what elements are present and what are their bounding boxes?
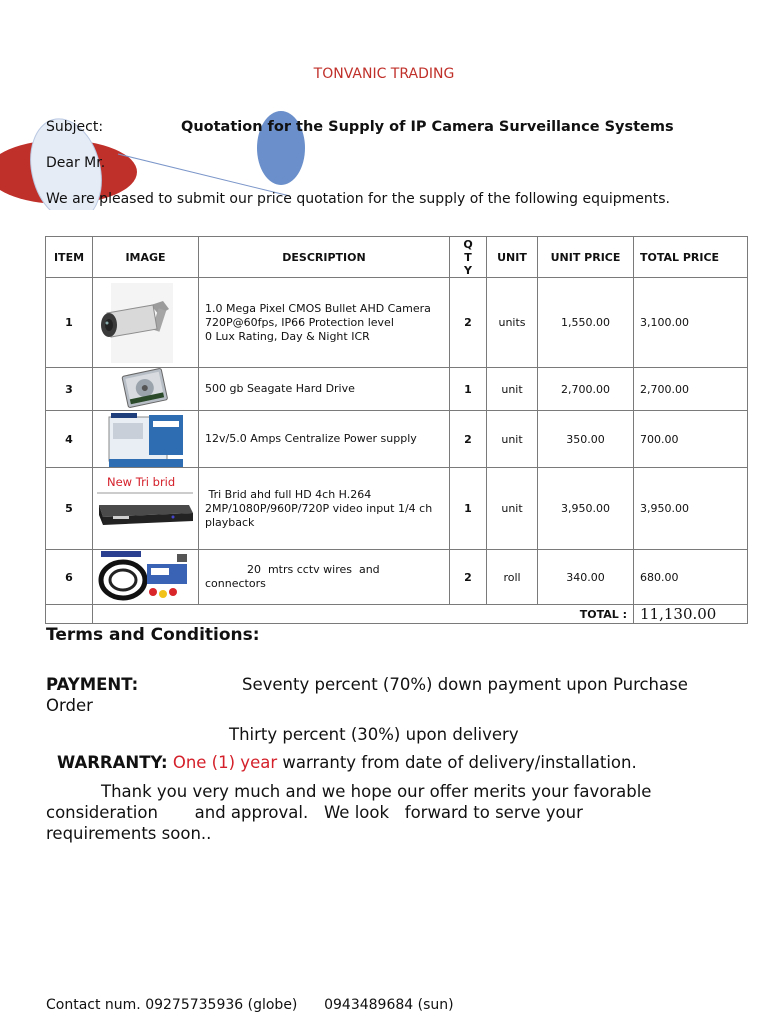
row-description bbox=[199, 411, 450, 468]
subject-text: Quotation for the Supply of IP Camera Surveillance Systems bbox=[181, 119, 674, 135]
table-header-row bbox=[46, 237, 748, 278]
row-item: 5 bbox=[46, 468, 93, 550]
cctv-cable-icon bbox=[93, 550, 197, 604]
dvr-image bbox=[93, 469, 197, 549]
header-qty-y: Y bbox=[464, 263, 472, 277]
description-line: 2MP/1080P/960P/720P video input 1/4 ch bbox=[205, 501, 433, 515]
warranty-label: WARRANTY: bbox=[57, 753, 168, 772]
row-unit: units bbox=[487, 278, 538, 368]
row-item: 3 bbox=[46, 368, 93, 411]
row-image bbox=[93, 468, 199, 550]
row-item: 4 bbox=[46, 411, 93, 468]
row-total-price: 3,950.00 bbox=[634, 468, 748, 550]
header-description: DESCRIPTION bbox=[199, 237, 450, 278]
row-image bbox=[93, 278, 199, 368]
row-description bbox=[199, 468, 450, 550]
header-image: IMAGE bbox=[93, 237, 199, 278]
header-unit: UNIT bbox=[487, 237, 538, 278]
description-line: 0 Lux Rating, Day & Night ICR bbox=[205, 329, 370, 343]
table-row bbox=[46, 468, 748, 550]
hard-drive-icon bbox=[93, 368, 197, 410]
row-unit-price: 340.00 bbox=[538, 550, 634, 605]
warranty-text: warranty from date of delivery/installation. bbox=[277, 753, 637, 772]
row-unit: roll bbox=[487, 550, 538, 605]
header-qty-q: Q bbox=[463, 237, 473, 251]
thanks-line-3: requirements soon.. bbox=[46, 824, 212, 843]
row-unit-price: 2,700.00 bbox=[538, 368, 634, 411]
total-row-blank bbox=[46, 605, 93, 624]
row-unit: unit bbox=[487, 368, 538, 411]
payment-text: Seventy percent (70%) down payment upon Purchase bbox=[242, 675, 688, 694]
thanks-line-2: consideration and approval. We look forward to serve your bbox=[46, 803, 583, 822]
dvr-caption: New Tri brid bbox=[107, 474, 176, 489]
cable-image bbox=[93, 550, 197, 604]
header-total-price: TOTAL PRICE bbox=[634, 237, 748, 278]
table-row bbox=[46, 368, 748, 411]
payment-text-2: Thirty percent (30%) upon delivery bbox=[229, 725, 519, 744]
description-line: 20 mtrs cctv wires and bbox=[205, 563, 380, 576]
description-line: connectors bbox=[205, 577, 266, 590]
row-image bbox=[93, 550, 199, 605]
quotation-table bbox=[45, 236, 748, 624]
payment-text-continued: Order bbox=[46, 696, 93, 715]
row-unit-price: 1,550.00 bbox=[538, 278, 634, 368]
row-description bbox=[199, 278, 450, 368]
total-label: TOTAL : bbox=[93, 605, 634, 624]
power-supply-icon bbox=[93, 411, 197, 467]
description-line: 12v/5.0 Amps Centralize Power supply bbox=[205, 432, 417, 445]
header-unit-price: UNIT PRICE bbox=[538, 237, 634, 278]
row-image bbox=[93, 368, 199, 411]
row-qty: 1 bbox=[450, 468, 487, 550]
subject-label: Subject: bbox=[46, 119, 104, 135]
header-qty bbox=[450, 237, 487, 278]
row-unit-price: 350.00 bbox=[538, 411, 634, 468]
table-row bbox=[46, 550, 748, 605]
row-qty: 1 bbox=[450, 368, 487, 411]
intro-paragraph: We are pleased to submit our price quotation for the supply of the following equipments. bbox=[46, 191, 670, 207]
hard-drive-image bbox=[93, 368, 197, 410]
total-value: 11,130.00 bbox=[634, 605, 748, 624]
row-item: 1 bbox=[46, 278, 93, 368]
contact-numbers: Contact num. 09275735936 (globe) 0943489684 (sun) bbox=[46, 997, 454, 1013]
description-line: Tri Brid ahd full HD 4ch H.264 bbox=[205, 487, 372, 501]
row-qty: 2 bbox=[450, 550, 487, 605]
payment-label: PAYMENT: bbox=[46, 675, 139, 694]
row-description bbox=[199, 550, 450, 605]
power-supply-image bbox=[93, 411, 197, 467]
row-description bbox=[199, 368, 450, 411]
terms-title: Terms and Conditions: bbox=[46, 625, 260, 645]
row-unit: unit bbox=[487, 411, 538, 468]
bullet-camera-icon bbox=[93, 283, 197, 363]
row-total-price: 700.00 bbox=[634, 411, 748, 468]
row-total-price: 3,100.00 bbox=[634, 278, 748, 368]
header-item: ITEM bbox=[46, 237, 93, 278]
description-line: 720P@60fps, IP66 Protection level bbox=[205, 315, 394, 329]
table-row bbox=[46, 411, 748, 468]
company-name: TONVANIC TRADING bbox=[313, 66, 455, 82]
row-total-price: 2,700.00 bbox=[634, 368, 748, 411]
description-line: playback bbox=[205, 515, 255, 529]
row-image bbox=[93, 411, 199, 468]
row-item: 6 bbox=[46, 550, 93, 605]
header-qty-t: T bbox=[464, 250, 472, 264]
row-total-price: 680.00 bbox=[634, 550, 748, 605]
description-line: 1.0 Mega Pixel CMOS Bullet AHD Camera bbox=[205, 301, 431, 315]
row-unit: unit bbox=[487, 468, 538, 550]
table-row bbox=[46, 278, 748, 368]
row-qty: 2 bbox=[450, 411, 487, 468]
warranty-duration: One (1) year bbox=[172, 753, 278, 772]
warranty-line bbox=[57, 753, 637, 772]
row-qty: 2 bbox=[450, 278, 487, 368]
row-unit-price: 3,950.00 bbox=[538, 468, 634, 550]
camera-image bbox=[93, 283, 197, 363]
greeting: Dear Mr. bbox=[46, 155, 106, 171]
total-row bbox=[46, 605, 748, 624]
description-line: 500 gb Seagate Hard Drive bbox=[205, 382, 355, 395]
thanks-line-1: Thank you very much and we hope our offer merits your favorable bbox=[101, 782, 652, 801]
